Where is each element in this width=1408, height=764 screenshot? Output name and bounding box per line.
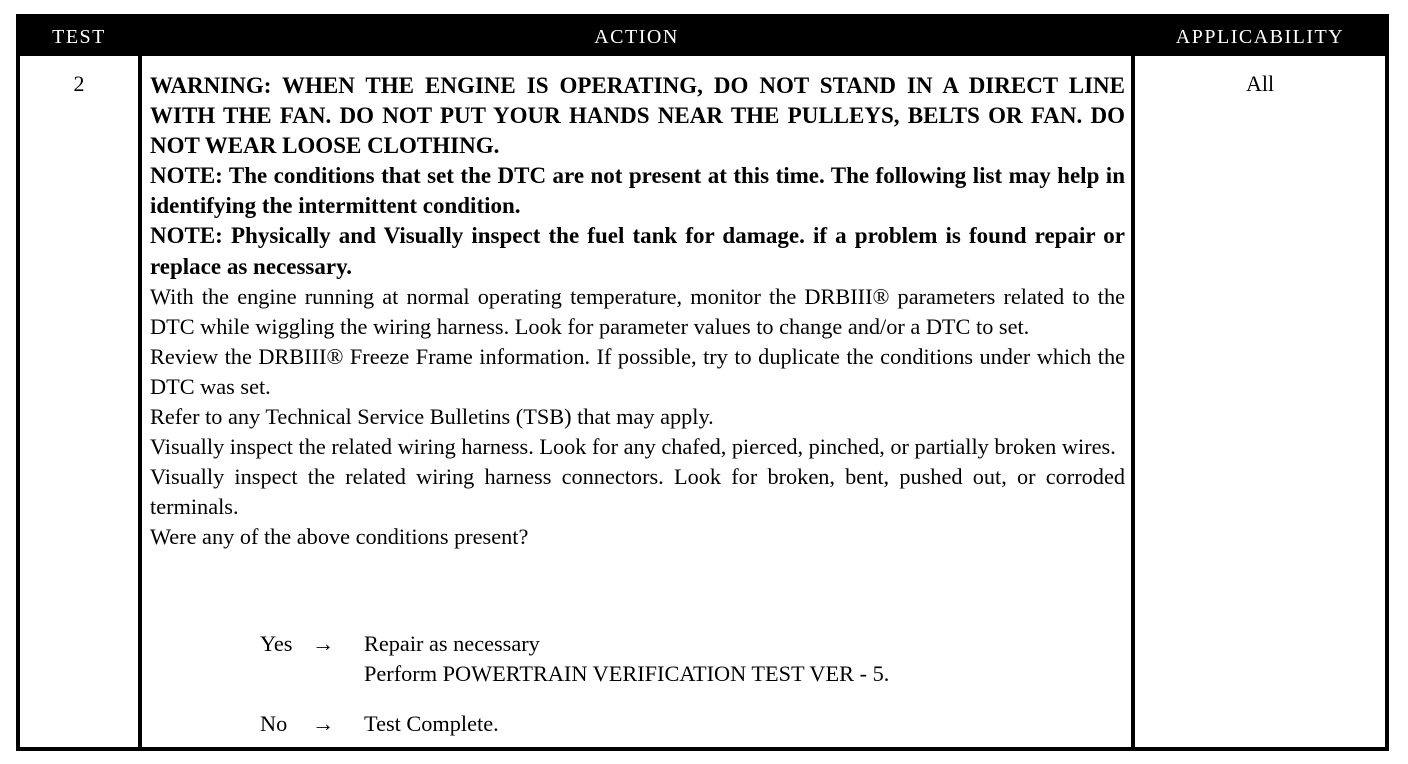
column-divider-left [138,18,142,747]
column-divider-right [1131,18,1135,747]
applicability-value: All [1245,71,1275,96]
instruction-tsb: Refer to any Technical Service Bulletins (TSB) that may apply. [150,404,714,430]
header-applicability: APPLICABILITY [1135,18,1385,56]
no-label: No [260,711,288,736]
instruction-wiring-harness: Visually inspect the related wiring harness. Look for any chafed, pierced, pinched, or partially broken wires. [150,434,1116,460]
yes-label: Yes [260,631,293,656]
instruction-freeze-frame: Review the DRBIII® Freeze Frame information. If possible, try to duplicate the conditions under which the DTC was set. [150,343,1125,399]
instruction-monitor: With the engine running at normal operating temperature, monitor the DRBIII® parameters related to the DTC while wiggling the wiring harness. Look for parameter values to change and/or a DTC to set. [150,283,1125,339]
yes-action-line1: Repair as necessary [364,631,540,656]
no-action-line1: Test Complete. [364,711,499,736]
yes-branch [260,629,889,689]
warning-text: WARNING: WHEN THE ENGINE IS OPERATING, DO NOT STAND IN A DIRECT LINE WITH THE FAN. DO NOT PUT YOUR HANDS NEAR THE PULLEYS, BELTS OR FAN. DO NOT WEAR LOOSE CLOTHING. [150,73,1125,159]
note-intermittent: NOTE: The conditions that set the DTC are not present at this time. The following list may help in identifying the intermittent condition. [150,163,1125,219]
header-action: ACTION [142,18,1131,56]
question-text: Were any of the above conditions present? [150,524,529,550]
no-arrow-icon: → [312,711,335,736]
yes-arrow-icon: → [312,631,335,656]
yes-action-line2: Perform POWERTRAIN VERIFICATION TEST VER - 5. [364,661,890,686]
action-text [150,71,1125,553]
diagnostic-test-table [16,14,1389,751]
note-fuel-tank: NOTE: Physically and Visually inspect the fuel tank for damage. if a problem is found repair or replace as necessary. [150,223,1125,279]
instruction-connectors: Visually inspect the related wiring harness connectors. Look for broken, bent, pushed out, or corroded terminals. [150,464,1125,520]
no-branch [260,709,499,739]
test-number: 2 [73,71,85,96]
header-test: TEST [20,18,138,56]
